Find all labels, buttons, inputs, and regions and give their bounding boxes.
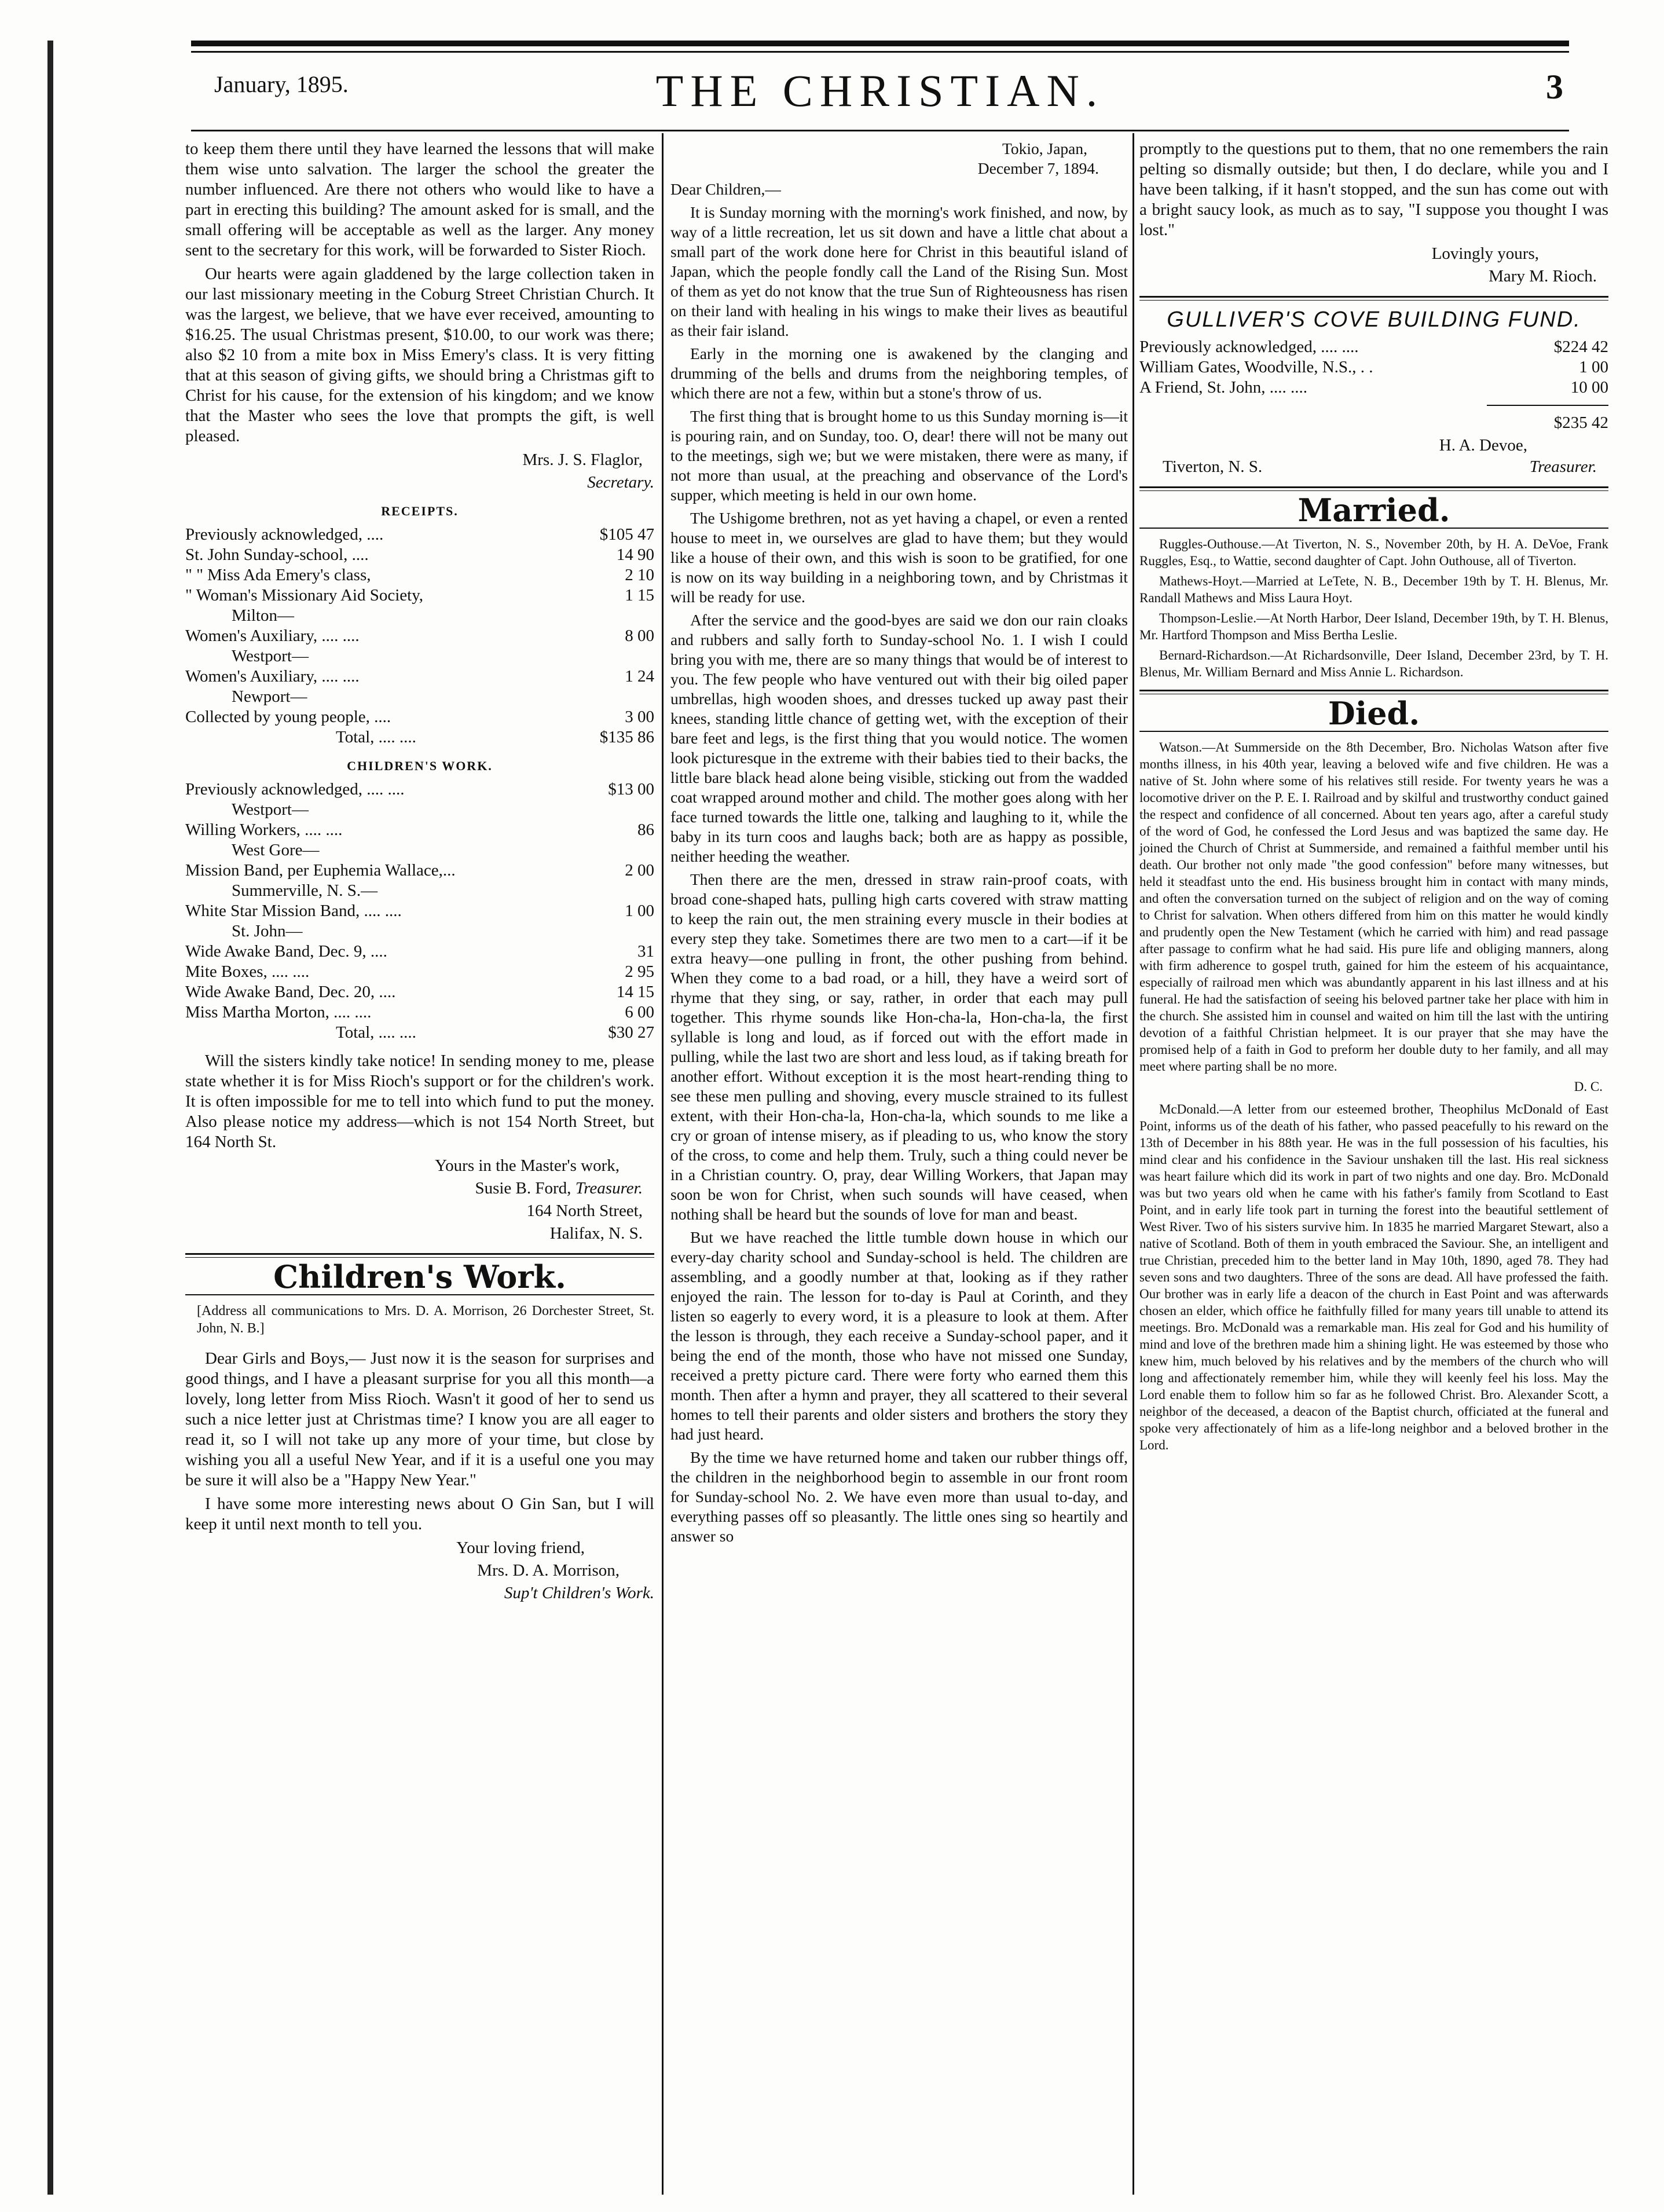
address-notice: [Address all communications to Mrs. D. A. Morrison, 26 Dorchester Street, St. John, N. B.] (197, 1303, 654, 1336)
ledger-amount (579, 687, 654, 707)
masthead (191, 65, 1569, 129)
ledger-amount: 2 00 (625, 861, 654, 880)
column-3 (1139, 139, 1608, 1457)
ledger-row (185, 565, 654, 585)
ledger-label: St. John Sunday-school, .... (185, 545, 369, 564)
ledger-label: Summerville, N. S.— (232, 881, 378, 900)
ledger-label: Mission Band, per Euphemia Wallace,... (185, 861, 456, 880)
childrens-work-heading: CHILDREN'S WORK. (347, 759, 493, 773)
total-label: Total, .... .... (336, 728, 416, 746)
ledger-amount (579, 606, 654, 626)
paragraph: I have some more interesting news about O Gin San, but I will keep it until next month to tell you. (185, 1495, 654, 1533)
sum-rule (1487, 405, 1608, 406)
paragraph: promptly to the questions put to them, that no one remembers the rain pelting so dismally outside; but then, I do declare, while you and I have been talking, if it hasn't stopped, and the sun has come out with a bright saucy look, as much as to say, "I suppose you thought I was lost." (1139, 140, 1608, 239)
ledger-amount: 6 00 (625, 1003, 654, 1021)
paragraph: Early in the morning one is awakened by the clanging and drumming of the bells and drums from the neighboring temples, of which there are not a few, within but a stone's throw of us. (670, 345, 1128, 402)
ledger-label: Newport— (232, 687, 307, 706)
ledger-amount (579, 646, 654, 666)
ledger-amount (579, 881, 654, 901)
signature-name: Mrs. D. A. Morrison, (477, 1561, 620, 1580)
ledger-row (185, 840, 654, 860)
total-label: Total, .... .... (336, 1023, 416, 1042)
fund-signature: H. A. Devoe, (1439, 436, 1527, 455)
marriage-notice: Thompson-Leslie.—At North Harbor, Deer Island, December 19th, by T. H. Blenus, Mr. Hartford Thompson and Miss Bertha Leslie. (1139, 611, 1608, 642)
ledger-row (185, 545, 654, 565)
total-amount: $135 86 (599, 728, 654, 746)
ledger-label: Westport— (232, 647, 309, 665)
section-rule (1139, 690, 1608, 694)
column-divider-1 (662, 133, 664, 2195)
ledger-amount: 8 00 (625, 627, 654, 645)
ledger-label: Willing Workers, .... .... (185, 821, 343, 839)
signature-name: Mrs. J. S. Flaglor, (522, 451, 643, 469)
section-rule (1139, 486, 1608, 491)
ledger-amount: 14 90 (616, 545, 654, 564)
fund-total-row (1139, 413, 1608, 433)
masthead-top-thin-rule (191, 51, 1569, 53)
letter-date: December 7, 1894. (977, 159, 1099, 177)
ledger-label: Previously acknowledged, .... .... (1139, 338, 1359, 356)
ledger-row (185, 800, 654, 820)
ledger-label: Mite Boxes, .... .... (185, 962, 310, 981)
section-rule (185, 1253, 654, 1258)
ledger-label: Wide Awake Band, Dec. 9, .... (185, 942, 387, 961)
letter-body (670, 203, 1128, 1546)
receipts-total-row (185, 727, 654, 748)
ledger-label: St. John— (232, 922, 303, 940)
ledger-amount: 1 00 (625, 902, 654, 920)
obituary-signature: D. C. (1574, 1079, 1603, 1094)
married-notices (1139, 536, 1608, 680)
signature-title: Secretary. (587, 473, 654, 492)
paragraph: to keep them there until they have learned the lessons that will make them wise unto salvation. The larger the school the greater the number influenced. Are there not others who would like to have a part in erecting this building? The amount asked for is small, and the small offering will be acceptable as well as the larger. Any money sent to the secretary for this work, will be forwarded to Sister Rioch. (185, 140, 654, 259)
page-number: 3 (1546, 68, 1563, 106)
ledger-label: Miss Martha Morton, .... .... (185, 1003, 372, 1021)
paragraph: Our hearts were again gladdened by the large collection taken in our last missionary meeting in the Coburg Street Christian Church. It was the largest, we believe, that we have ever received, amounting to $16.25. The usual Christmas present, $10.00, to our work was there; also $2 10 from a mite box in Miss Emery's class. It is very fitting that at this season of giving gifts, we should bring a Christmas gift to Christ for his cause, for the extension of his kingdom; and we know that the Master who sees the love that prompts the gift, is well pleased. (185, 265, 654, 445)
signature-name-text: Susie B. Ford, (475, 1179, 571, 1197)
ledger-row (185, 860, 654, 881)
ledger-amount: $105 47 (599, 525, 654, 544)
masthead-bottom-rule (191, 130, 1569, 131)
ledger-row (185, 779, 654, 800)
paragraph: Will the sisters kindly take notice! In sending money to me, please state whether it is for Miss Rioch's support or for the children's work. It is often impossible for me to tell into which fund to put the money. Also please notice my address—which is not 154 North Street, but 164 North St. (185, 1052, 654, 1151)
column-2 (670, 139, 1128, 1550)
paragraph: The first thing that is brought home to us this Sunday morning is—it is pouring rain, and on Sunday, too. O, dear! there will not be many out to the meetings, sigh we; but we were mistaken, there were as many, if not more than usual, at the preaching and observance of the Lord's supper, which meeting is held in our own home. (670, 407, 1128, 504)
letter-place: Tokio, Japan, (1002, 140, 1087, 158)
ledger-row (185, 585, 654, 606)
marriage-notice: Mathews-Hoyt.—Married at LeTete, N. B., December 19th by T. H. Blenus, Mr. Randall Mathews and Miss Laura Hoyt. (1139, 574, 1608, 605)
fund-place-row (1139, 457, 1608, 477)
married-heading: Married. (1298, 492, 1450, 529)
ledger-label: Previously acknowledged, .... (185, 525, 384, 544)
ledger-row (185, 646, 654, 666)
paragraph: Then there are the men, dressed in straw rain-proof coats, with broad cone-shaped hats, pulling high carts covered with straw matting to keep the rain out, the men straining every muscle in their bodies at every step they take. Sometimes there are two men to a cart—if it be extra heavy—one pulling in front, the other pushing from behind. When they come to a bad road, or a hill, they have a weird sort of rhyme that they sing, or say, rather, in order that each may pull together. This rhyme sounds like Hon-cha-la, Hon-cha-la, the first syllable is long and loud, as if forced out with the effort made in pulling, while the last two are short and less loud, as if taking breath for another effort. Without exception it is the most heart-rending thing to see these men pulling and shoving, every muscle strained to its fullest extent, with their Hon-cha-la, Hon-cha-la, which sounds to me like a cry or groan of intense misery, as if pleading to us, who know the story of the cross, to come and help them. Truly, such a thing could never be in a Christian country. O, pray, dear Willing Workers, that Japan may soon be won for Christ, when such sounds will have ceased, when nothing shall be heard but the sounds of love for man and beast. (670, 870, 1128, 1223)
address-line: Halifax, N. S. (549, 1224, 643, 1243)
ledger-amount: 1 24 (625, 667, 654, 686)
ledger-amount: 10 00 (1570, 378, 1608, 397)
ledger-row (185, 921, 654, 942)
masthead-top-rule (191, 41, 1569, 46)
ledger-label: Westport— (232, 800, 309, 819)
fund-heading: GULLIVER'S COVE BUILDING FUND. (1167, 307, 1581, 332)
ledger-amount: $13 00 (608, 780, 654, 799)
childrens-work-list (185, 779, 654, 1023)
signature-title: Treasurer. (575, 1179, 643, 1197)
ledger-amount: 1 15 (625, 586, 654, 605)
ledger-label: William Gates, Woodville, N.S., . . (1139, 358, 1373, 376)
receipts-heading: RECEIPTS. (381, 504, 459, 518)
ledger-row (185, 962, 654, 982)
marriage-notice: Ruggles-Outhouse.—At Tiverton, N. S., November 20th, by H. A. DeVoe, Frank Ruggles, Esq., to Wattie, second daughter of Capt. John Outhouse, all of Tiverton. (1139, 537, 1608, 568)
column-1 (185, 139, 654, 1605)
ledger-amount (579, 921, 654, 942)
spacer (1139, 413, 1533, 433)
ledger-row (185, 881, 654, 901)
closing: Lovingly yours, (1431, 244, 1539, 263)
ledger-amount (579, 800, 654, 820)
paragraph: But we have reached the little tumble down house in which our every-day charity school and Sunday-school is held. The children are assembling, and a goodly number at that, looking as if they rather enjoyed the rain. The lesson for to-day is Paul at Corinth, and they listen so eagerly to every word, it is a pleasure to look at them. After the lesson is through, they each receive a Sunday-school paper, and it being the end of the month, those who have not missed one Sunday, received a pretty picture card. There were forty who earned them this month. Then after a hymn and prayer, they all scattered to their several homes to tell their parents and older sisters and brothers the story they had just heard. (670, 1228, 1128, 1443)
ledger-label: West Gore— (232, 841, 320, 859)
marriage-notice: Bernard-Richardson.—At Richardsonville, Deer Island, December 23rd, by T. H. Blenus, Mr. William Bernard and Miss Annie L. Richardson. (1139, 648, 1608, 679)
ledger-amount: 3 00 (625, 708, 654, 726)
letter-salutation: Dear Children,— (670, 180, 781, 198)
issue-date: January, 1895. (214, 71, 349, 97)
died-heading: Died. (1328, 695, 1420, 732)
ledger-label: " " Miss Ada Emery's class, (185, 566, 371, 584)
column-divider-2 (1132, 133, 1134, 2195)
paragraph: By the time we have returned home and taken our rubber things off, the children in the neighborhood begin to assemble in our front room for Sunday-school No. 2. We have even more than usual to-day, and everything passes off so pleasantly. The little ones sing so heartily and answer so (670, 1448, 1128, 1545)
paragraph: It is Sunday morning with the morning's work finished, and now, by way of a little recreation, let us sit down and have a little chat about a small part of the work done here for Christ in this beautiful island of Japan, which the people fondly call the Land of the Rising Sun. Most of them as yet do not know that the true Sun of Righteousness has risen on their land with healing in his wings to make their lives as beautiful as their fair island. (670, 203, 1128, 339)
ledger-row (185, 901, 654, 921)
ledger-label: " Woman's Missionary Aid Society, (185, 586, 424, 605)
ledger-row (185, 525, 654, 545)
paragraph: The Ushigome brethren, not as yet having a chapel, or even a rented house to meet in, we ourselves are glad to have them; but they would like a house of their own, and this wish is soon to be gratified, for one is now on its way building in a neighboring town, and by Christmas it will be ready for use. (670, 509, 1128, 606)
ledger-row (1139, 337, 1608, 357)
ledger-amount: 31 (637, 942, 654, 961)
obituary: Watson.—At Summerside on the 8th December, Bro. Nicholas Watson after five months illness, in his 40th year, leaving a beloved wife and five children. He was a native of St. John where some of his relatives still reside. For twenty years he was a locomotive driver on the P. E. I. Railroad and by skilful and trustworthy conduct gained the respect and confidence of all concerned. About ten years ago, after a careful study of the word of God, he confessed the Lord Jesus and was baptized the same day. He joined the Church of Christ at Summerside, and remained a faithful member until his death. Our brother not only made "the good confession" before many witnesses, but held it steadfast unto the end. His business brought him in contact with many minds, and often the conversation turned on the subject of religion and on the way of coming to Christ for salvation. When others differed from him on this matter he would kindly and prudently open the New Testament (which he carried with him) and read passage after passage to confirm what he had said. His pure life and obliging manners, along with firm adherence to gospel truth, gained for him the esteem of his acquaintance, especially of railroad men which was abundantly apparent in his last illness and at his funeral. He had the satisfaction of seeing his beloved partner take her place with him in the church. She assisted him in counsel and waited on him till the last with the untiring devotion of a faithful Christian helpmeet. It is our prayer that she may have the promised help of a faith in God to preform her double duty to her family, and all may meet where parting shall be no more. (1139, 740, 1608, 1074)
address-line: 164 North Street, (526, 1202, 643, 1220)
ledger-label: White Star Mission Band, .... .... (185, 902, 402, 920)
section-heading: Children's Work. (273, 1258, 566, 1295)
ledger-row (1139, 357, 1608, 378)
ledger-amount: $224 42 (1553, 338, 1608, 356)
receipts-list (185, 525, 654, 727)
ledger-label: Wide Awake Band, Dec. 20, .... (185, 983, 396, 1001)
fund-list (1139, 337, 1608, 398)
section-rule (1139, 296, 1608, 301)
ledger-amount: 1 00 (1579, 358, 1608, 376)
ledger-label: Women's Auxiliary, .... .... (185, 667, 360, 686)
obituary: McDonald.—A letter from our esteemed brother, Theophilus McDonald of East Point, informs us of the death of his father, who passed peacefully to his reward on the 13th of December in his 88th year. He was in the full possession of his faculties, his mind clear and his confidence in the Saviour unshaken till the last. His real sickness was heart failure which did its work in part of two nights and one day. Bro. McDonald was but two years old when he came with his father's family from Scotland to East Point, and in early life took part in turning the forest into the beautiful settlement of West River. Two of his sisters survive him. In 1835 he married Margaret Stewart, also a native of Scotland. Both of them in youth embraced the Saviour. She, an intelligent and true Christian, preceded him to the better land in May 10th, 1890, aged 78. They had seven sons and two daughters. Three of the sons are dead. All have professed the faith. Our brother was in early life a deacon of the church in East Point and was afterwards chosen an elder, which office he faithfully filled for many years till unable to attend its meetings. Bro. McDonald was a remarkable man. His zeal for God and his humility of mind and love of the brethren made him a shining light. He was esteemed by those who knew him, much beloved by his relatives and by the members of the church who will long and affectionately remember him, while they will keenly feel his loss. May the Lord enable them to follow him so far as he followed Christ. Bro. Alexander Scott, a neighbor of the deceased, a deacon of the Baptist church, officiated at the funeral and spoke very affectionately of him as a life-long neighbor and a beloved brother in the Lord. (1139, 1102, 1608, 1452)
ledger-row (185, 666, 654, 687)
signature-name: Mary M. Rioch. (1489, 267, 1597, 285)
ledger-row (185, 942, 654, 962)
total-amount: $30 27 (608, 1023, 654, 1042)
ledger-row (185, 1002, 654, 1023)
ledger-amount: 2 10 (625, 566, 654, 584)
ledger-label: A Friend, St. John, .... .... (1139, 378, 1308, 397)
obituaries (1139, 739, 1608, 1453)
newspaper-title: THE CHRISTIAN. (655, 65, 1105, 116)
ledger-amount: 86 (637, 821, 654, 839)
ledger-label: Women's Auxiliary, .... .... (185, 627, 360, 645)
ledger-row (1139, 378, 1608, 398)
signature-title: Sup't Children's Work. (504, 1584, 654, 1602)
ledger-amount (579, 840, 654, 860)
ledger-row (185, 606, 654, 626)
paragraph: After the service and the good-byes are said we don our rain cloaks and rubbers and sally forth to Sunday-school No. 1. I wish I could bring you with me, there are so many things that would be of interest to you. The few people who have ventured out with their big oiled paper umbrellas, high wooden shoes, and dresses tucked up away past their knees, standing little chance of getting wet, with the exception of their bare feet and legs, is the first thing that you would notice. The women look picturesque in the extreme with their babies tied to their backs, the little bare black head alone being visible, sticking out from the wadded coat wrapped around mother and child. The mother goes along with her face turned towards the little one, talking and laughing to it, while the baby in its turn coos and laughs back; both are as happy as possible, neither heeding the weather. (670, 611, 1128, 865)
ledger-label: Collected by young people, .... (185, 708, 391, 726)
fund-total: $235 42 (1553, 413, 1608, 432)
paragraph: Dear Girls and Boys,— Just now it is the season for surprises and good things, and I have a pleasant surprise for you all this month—a lovely, long letter from Miss Rioch. Wasn't it good of her to send us such a nice letter just at Christmas time? I know you are all eager to read it, so I will not take up any more of your time, but close by wishing you all a useful New Year, and if it is a useful one you may be sure it will also be a "Happy New Year." (185, 1349, 654, 1489)
ledger-amount: 14 15 (616, 983, 654, 1001)
ledger-amount: 2 95 (625, 962, 654, 981)
closing: Yours in the Master's work, (435, 1156, 620, 1175)
fund-signature-title: Treasurer. (1529, 457, 1597, 476)
closing: Your loving friend, (456, 1539, 585, 1557)
ledger-label: Previously acknowledged, .... .... (185, 780, 405, 799)
ledger-row (185, 626, 654, 646)
page-edge-bar (47, 41, 53, 2195)
ledger-label: Milton— (232, 606, 294, 625)
ledger-row (185, 820, 654, 840)
childrens-total-row (185, 1023, 654, 1043)
signature-name (185, 1178, 643, 1199)
ledger-row (185, 982, 654, 1002)
ledger-row (185, 687, 654, 707)
fund-place: Tiverton, N. S. (1163, 457, 1263, 476)
ledger-row (185, 707, 654, 727)
